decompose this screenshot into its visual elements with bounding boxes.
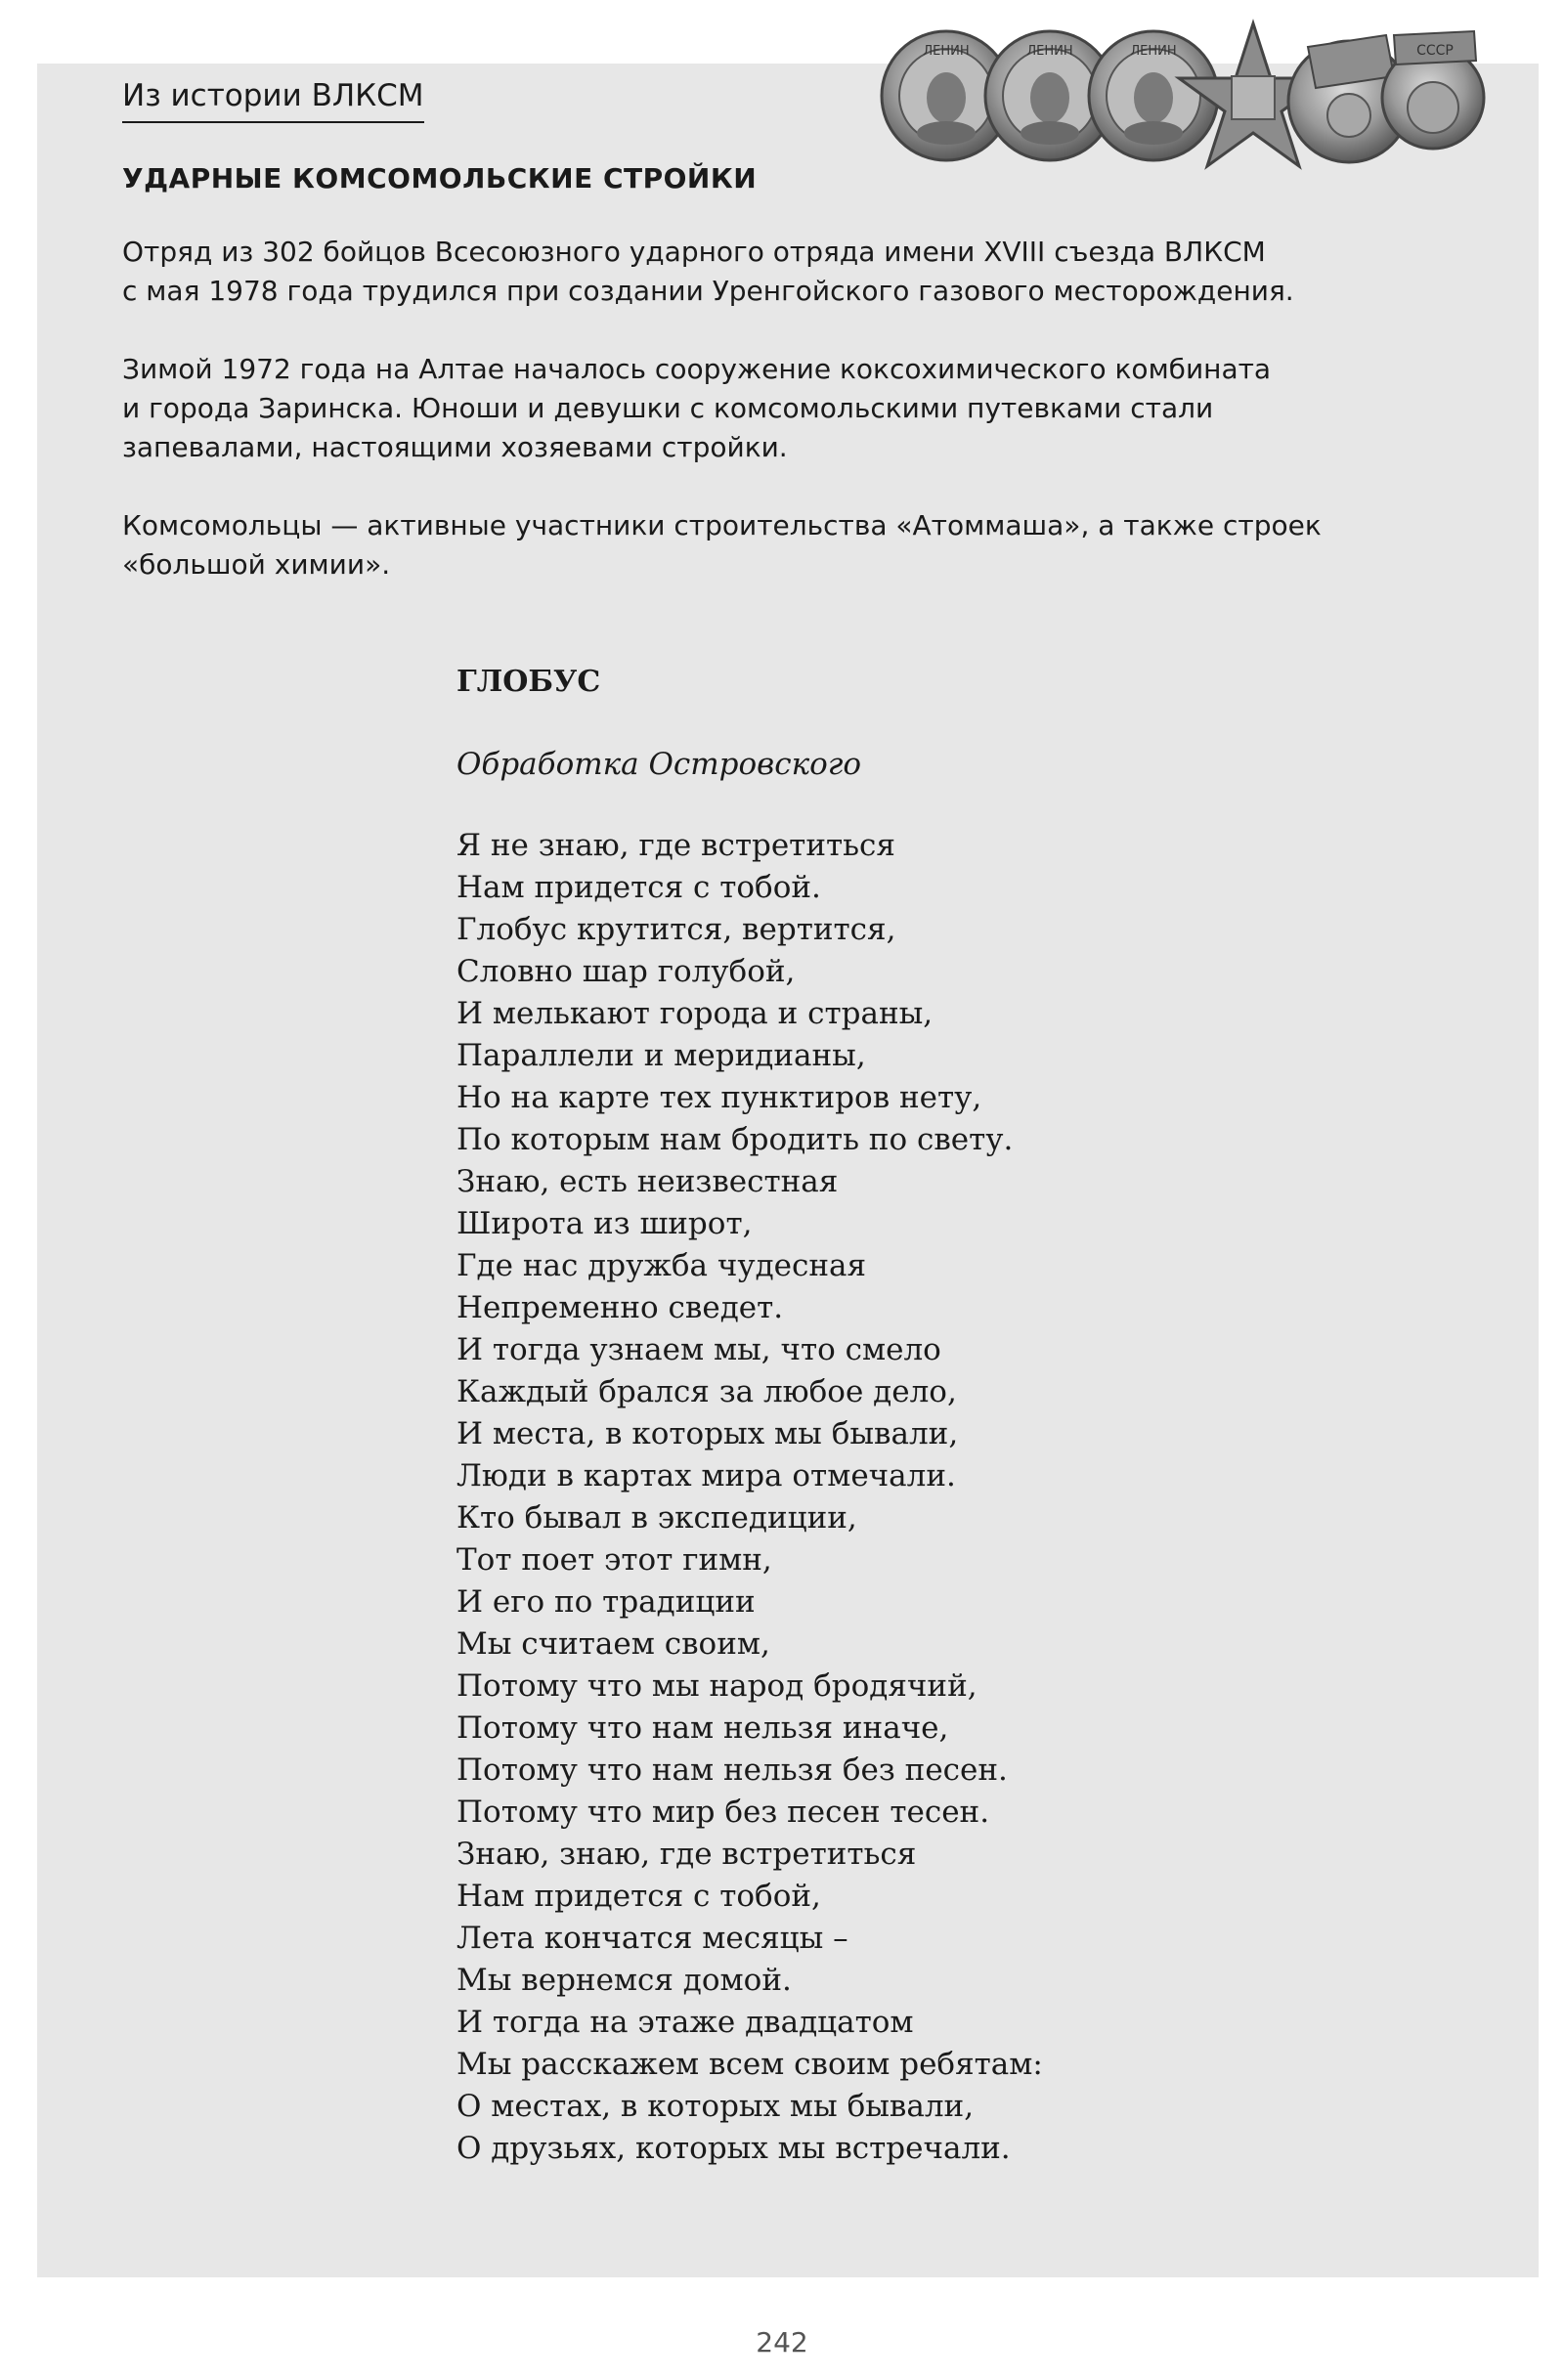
intro-paragraph: Комсомольцы — активные участники строительства «Атоммаша», а также строек «большой химии». [122, 509, 1322, 581]
poem-line: Я не знаю, где встретиться [456, 828, 895, 863]
poem-line: Лета кончатся месяцы – [456, 1921, 848, 1956]
medal-inscription: ЛЕНИН [1130, 44, 1177, 59]
poem-line: Но на карте тех пунктиров нету, [456, 1080, 982, 1115]
poem-line: Потому что нам нельзя без песен. [456, 1753, 1008, 1788]
poem-line: Знаю, знаю, где встретиться [456, 1837, 917, 1872]
poem-line: Люди в картах мира отмечали. [456, 1458, 956, 1493]
poem-line: Нам придется с тобой. [456, 870, 821, 905]
medal-inscription: СССР [1416, 43, 1454, 59]
poem-line: Нам придется с тобой, [456, 1879, 821, 1914]
poem-line: Потому что мы народ бродячий, [456, 1668, 978, 1704]
ussr-order-icon [1382, 31, 1484, 149]
poem-line: Тот поет этот гимн, [456, 1542, 772, 1578]
poem-lines [456, 825, 1483, 2170]
poem-title: ГЛОБУС [456, 665, 601, 699]
poem-line: Глобус крутится, вертится, [456, 912, 896, 947]
poem-line: Потому что мир без песен тесен. [456, 1795, 990, 1830]
lenin-medal-icon [1089, 31, 1218, 160]
poem-subtitle: Обработка Островского [456, 747, 862, 782]
poem-line: Каждый брался за любое дело, [456, 1374, 957, 1409]
poem-line: И мелькают города и страны, [456, 996, 934, 1031]
poem-line: Потому что нам нельзя иначе, [456, 1710, 949, 1746]
page-number: 242 [756, 2326, 808, 2358]
section-title: УДАРНЫЕ КОМСОМОЛЬСКИЕ СТРОЙКИ [122, 162, 758, 195]
poem-line: Непременно сведет. [456, 1290, 784, 1325]
poem-line: Где нас дружба чудесная [456, 1248, 867, 1283]
poem-line: Параллели и меридианы, [456, 1038, 866, 1073]
poem-line: О местах, в которых мы бывали, [456, 2089, 975, 2124]
poem-line: Мы считаем своим, [456, 1626, 770, 1662]
poem-line: Широта из широт, [456, 1206, 753, 1241]
poem [456, 661, 1483, 2170]
section-label: Из истории ВЛКСМ [122, 76, 424, 123]
poem-line: И тогда на этаже двадцатом [456, 2005, 914, 2040]
poem-line: И места, в которых мы бывали, [456, 1416, 959, 1451]
medals-strip [878, 18, 1486, 176]
poem-line: Мы вернемся домой. [456, 1963, 792, 1998]
poem-line: По которым нам бродить по свету. [456, 1122, 1014, 1157]
poem-line: О друзьях, которых мы встречали. [456, 2131, 1011, 2166]
intro-paragraph: Зимой 1972 года на Алтае началось сооружение коксохимического комбината и города Заринска. Юноши и девушки с комсомольскими путевками стали запевалами, настоящими хозяевами стройки. [122, 353, 1272, 463]
medal-inscription: ЛЕНИН [923, 44, 970, 59]
poem-line: Словно шар голубой, [456, 954, 796, 989]
poem-line: Кто бывал в экспедиции, [456, 1500, 857, 1536]
poem-line: Мы расскажем всем своим ребятам: [456, 2047, 1043, 2082]
poem-line: Знаю, есть неизвестная [456, 1164, 839, 1199]
poem-line: И тогда узнаем мы, что смело [456, 1332, 941, 1367]
poem-line: И его по традиции [456, 1584, 756, 1620]
medal-inscription: ЛЕНИН [1026, 44, 1073, 59]
intro-paragraph: Отряд из 302 бойцов Всесоюзного ударного отряда имени XVIII съезда ВЛКСМ с мая 1978 года трудился при создании Уренгойского газового месторождения. [122, 236, 1294, 307]
